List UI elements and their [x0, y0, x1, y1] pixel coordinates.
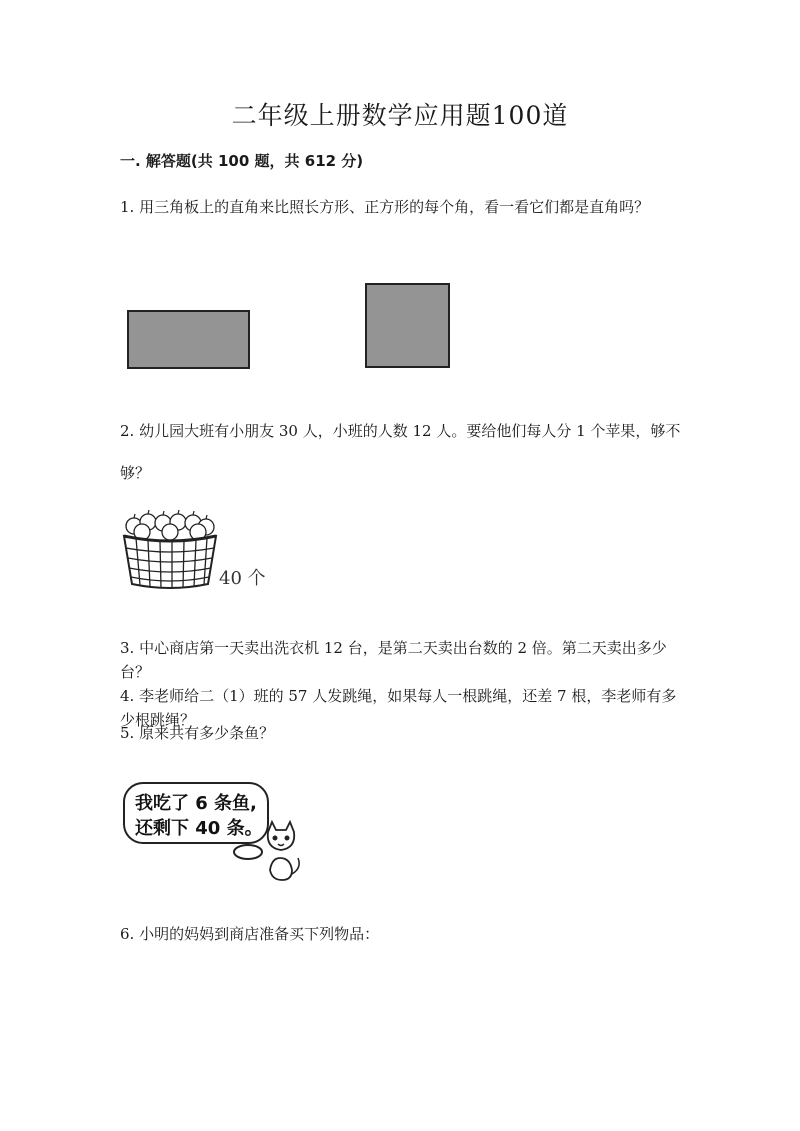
speech-bubble-line-1: 我吃了 6 条鱼, — [135, 793, 257, 814]
rectangle-figure — [127, 310, 250, 369]
speech-bubble-line-2: 还剩下 40 条。 — [135, 818, 263, 839]
apple-basket-illustration — [120, 506, 220, 592]
cat-illustration — [228, 818, 318, 884]
square-figure — [365, 283, 450, 368]
question-2: 2. 幼儿园大班有小朋友 30 人，小班的人数 12 人。要给他们每人分 1 个苹果，够不够？ — [120, 422, 681, 482]
apple-count-label: 40 个 — [219, 568, 266, 589]
question-6: 6. 小明的妈妈到商店准备买下列物品： — [120, 925, 380, 943]
section-heading: 一. 解答题(共 100 题，共 612 分) — [120, 152, 364, 170]
question-4: 4. 李老师给二（1）班的 57 人发跳绳，如果每人一根跳绳，还差 7 根，李老师有多少根跳绳？ — [120, 687, 677, 729]
page-title: 二年级上册数学应用题100道 — [231, 101, 569, 130]
question-1: 1. 用三角板上的直角来比照长方形、正方形的每个角，看一看它们都是直角吗？ — [120, 198, 650, 216]
question-5: 5. 原来共有多少条鱼？ — [120, 724, 275, 742]
question-3: 3. 中心商店第一天卖出洗衣机 12 台，是第二天卖出台数的 2 倍。第二天卖出多少台？ — [120, 639, 667, 681]
